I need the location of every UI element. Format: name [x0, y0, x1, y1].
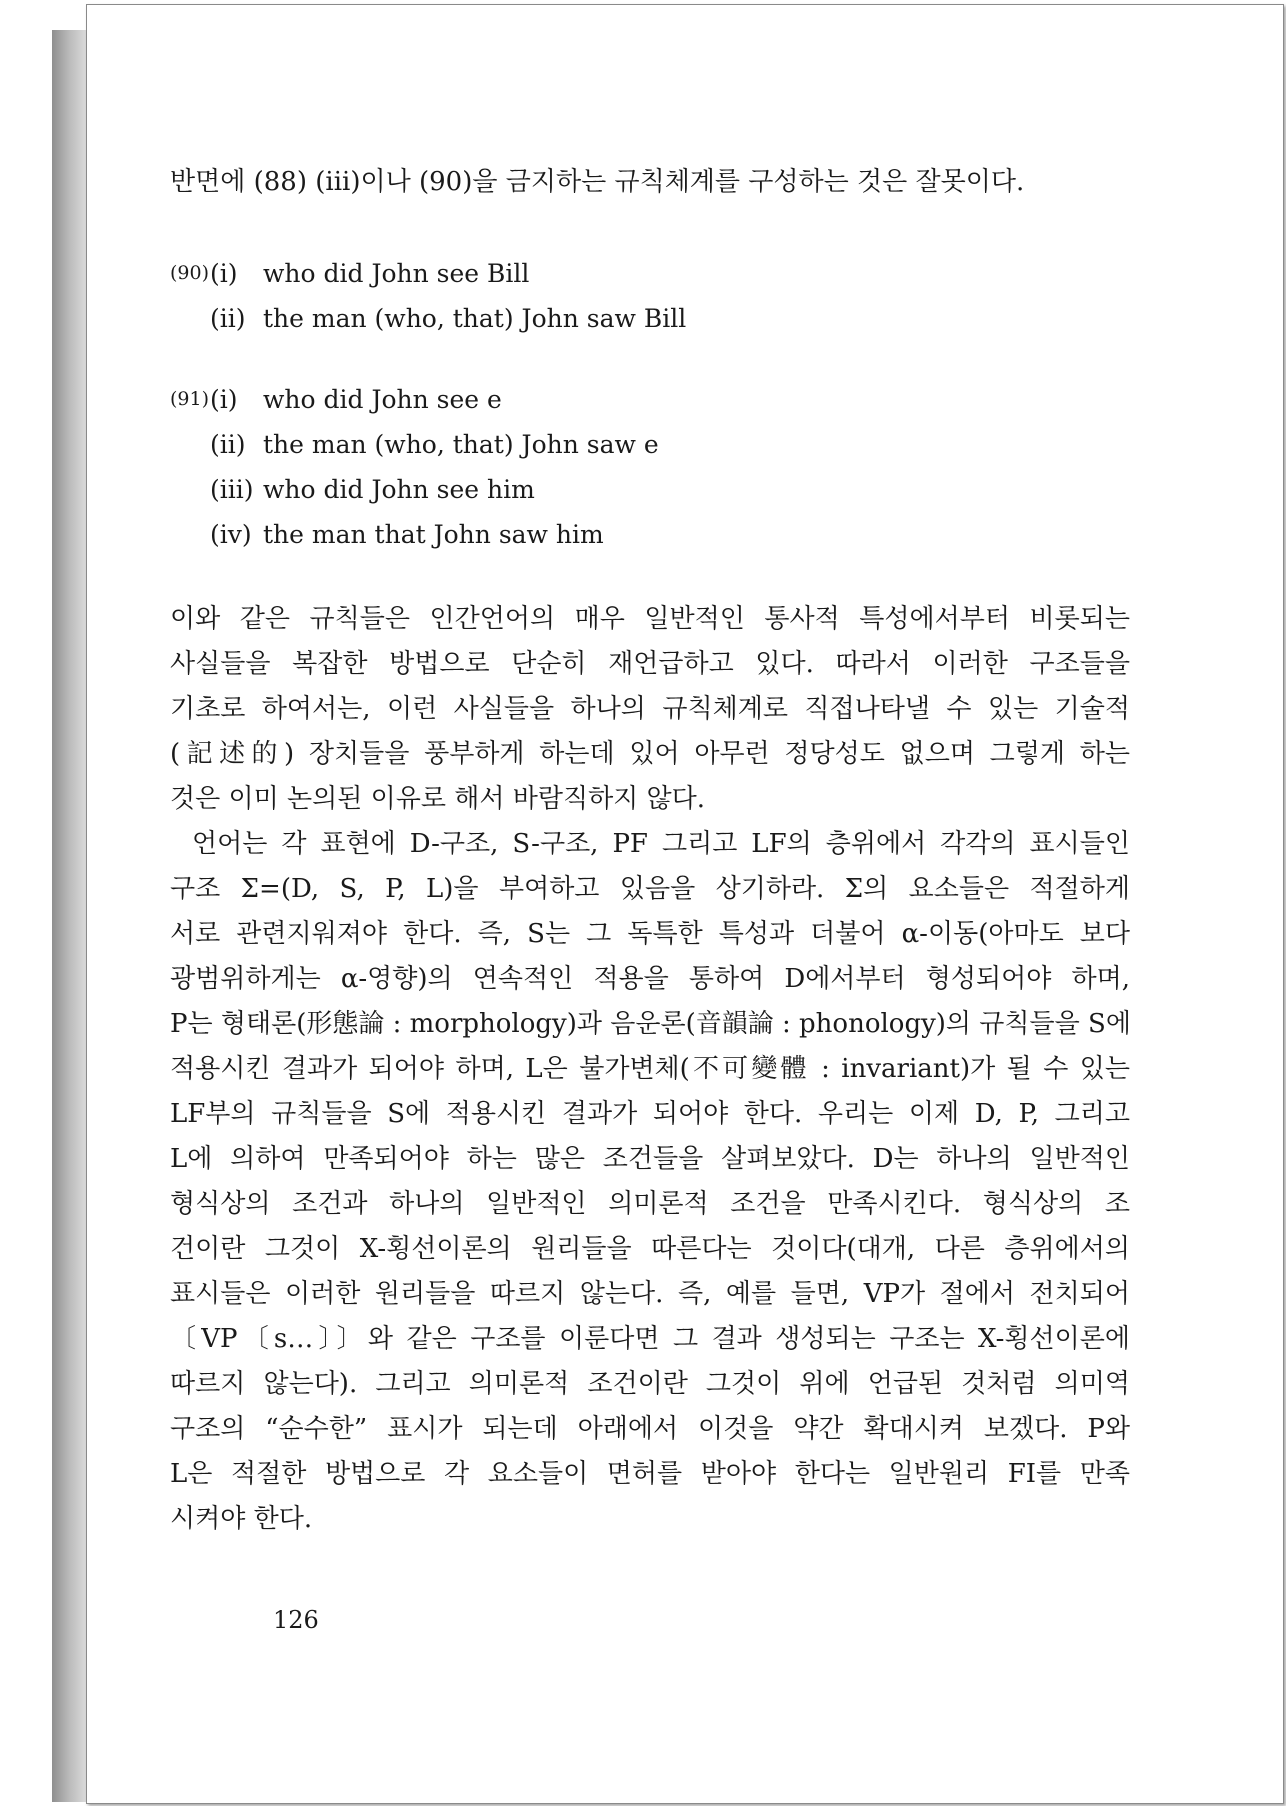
- paragraph-line: P는 형태론(形態論 : morphology)과 음운론(音韻論 : phonology)의 규칙들을 S에: [170, 1009, 1131, 1039]
- paragraph-line: 기초로 하여서는, 이런 사실들을 하나의 규칙체계로 직접나타낼 수 있는 기술적: [170, 694, 1131, 724]
- paragraph-line: L은 적절한 방법으로 각 요소들이 면허를 받아야 한다는 일반원리 FI를 만족: [170, 1459, 1130, 1489]
- example-number-spacer: [170, 512, 210, 557]
- example-line: [170, 467, 1130, 512]
- example-number: (91): [170, 388, 210, 410]
- example-number: (90): [170, 262, 210, 284]
- paragraph-line: 광범위하게는 α-영향)의 연속적인 적용을 통하여 D에서부터 형성되어야 하며,: [170, 964, 1130, 994]
- paragraph-line: 적용시킨 결과가 되어야 하며, L은 불가변체(不可變體 : invariant)가 될 수 있는: [170, 1054, 1130, 1084]
- example-label: (i): [210, 259, 238, 288]
- example-line: [170, 251, 1130, 296]
- example-number-spacer: [170, 467, 210, 512]
- example-text: who did John see him: [263, 475, 535, 504]
- example-text: the man (who, that) John saw Bill: [263, 304, 687, 333]
- paragraph-line: (記述的) 장치들을 풍부하게 하는데 있어 아무런 정당성도 없으며 그렇게 하는: [170, 739, 1130, 769]
- paragraph-line: 것은 이미 논의된 이유로 해서 바람직하지 않다.: [170, 784, 706, 814]
- paragraph-line: 이와 같은 규칙들은 인간언어의 매우 일반적인 통사적 특성에서부터 비롯되는: [170, 604, 1130, 634]
- example-line: [170, 512, 1130, 557]
- paragraph-line: 언어는 각 표현에 D-구조, S-구조, PF 그리고 LF의 층위에서 각각의 표시들인: [192, 829, 1130, 859]
- book-spine: [52, 30, 88, 1802]
- paragraph-1: [170, 597, 1130, 822]
- paragraph-2: [170, 822, 1130, 1542]
- page-content: [170, 160, 1130, 1542]
- example-number-spacer: [170, 296, 210, 341]
- example-line: [170, 422, 1130, 467]
- paragraph-line: 표시들은 이러한 원리들을 따르지 않는다. 즉, 예를 들면, VP가 절에서 전치되어: [170, 1279, 1130, 1309]
- paragraph-line: 구조 Σ=(D, S, P, L)을 부여하고 있음을 상기하라. Σ의 요소들은 적절하게: [170, 874, 1130, 904]
- paragraph-line: 건이란 그것이 X-횡선이론의 원리들을 따른다는 것이다(대개, 다른 층위에서의: [170, 1234, 1130, 1264]
- example-number-spacer: [170, 422, 210, 467]
- example-label: (ii): [210, 304, 246, 333]
- paragraph-line: 사실들을 복잡한 방법으로 단순히 재언급하고 있다. 따라서 이러한 구조들을: [170, 649, 1130, 679]
- example-90: [170, 251, 1130, 341]
- paragraph-line: 〔VP〔s…〕〕와 같은 구조를 이룬다면 그 결과 생성되는 구조는 X-횡선이론에: [170, 1324, 1130, 1354]
- example-91: [170, 377, 1130, 557]
- paragraph-line: 구조의 “순수한” 표시가 되는데 아래에서 이것을 약간 확대시켜 보겠다. P와: [170, 1414, 1130, 1444]
- paragraph-line: 형식상의 조건과 하나의 일반적인 의미론적 조건을 만족시킨다. 형식상의 조: [170, 1189, 1130, 1219]
- example-label: (ii): [210, 430, 246, 459]
- example-text: the man that John saw him: [263, 520, 604, 549]
- page-number: 126: [273, 1606, 319, 1634]
- paragraph-line: 서로 관련지워져야 한다. 즉, S는 그 독특한 특성과 더불어 α-이동(아마도 보다: [170, 919, 1130, 949]
- example-label: (iv): [210, 520, 252, 549]
- example-line: [170, 296, 1130, 341]
- example-label: (iii): [210, 475, 254, 504]
- example-text: who did John see e: [263, 385, 502, 414]
- intro-sentence: 반면에 (88) (iii)이나 (90)을 금지하는 규칙체계를 구성하는 것은 잘못이다.: [170, 167, 1025, 197]
- example-label: (i): [210, 385, 238, 414]
- paragraph-line: LF부의 규칙들을 S에 적용시킨 결과가 되어야 한다. 우리는 이제 D, P, 그리고: [170, 1099, 1130, 1129]
- paragraph-line: L에 의하여 만족되어야 하는 많은 조건들을 살펴보았다. D는 하나의 일반적인: [170, 1144, 1130, 1174]
- paragraph-line: 시켜야 한다.: [170, 1504, 313, 1534]
- paragraph-line: 따르지 않는다). 그리고 의미론적 조건이란 그것이 위에 언급된 것처럼 의미역: [170, 1369, 1130, 1399]
- example-text: the man (who, that) John saw e: [263, 430, 659, 459]
- example-line: [170, 377, 1130, 422]
- example-text: who did John see Bill: [263, 259, 530, 288]
